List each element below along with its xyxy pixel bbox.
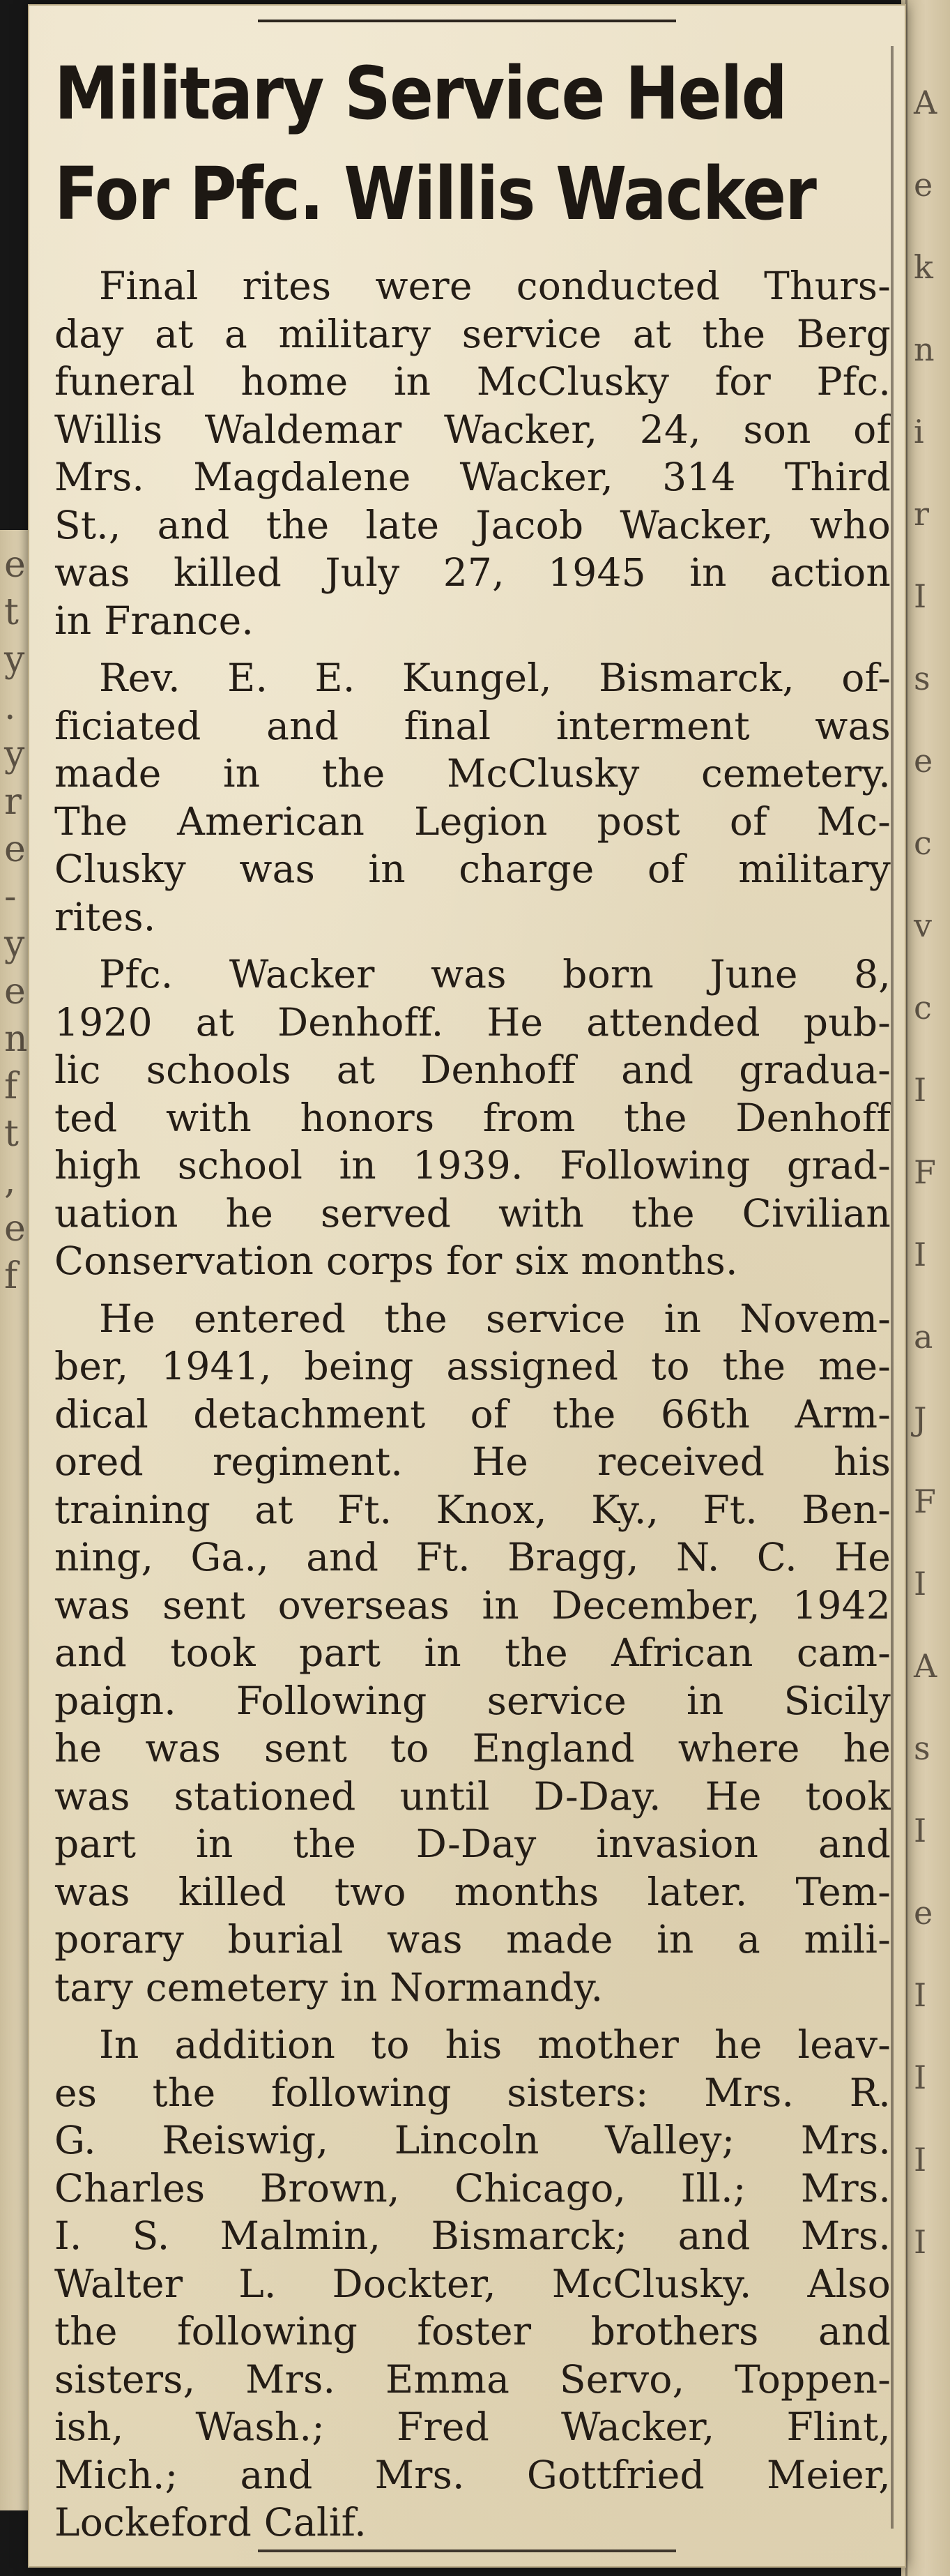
article-line: Clusky was in charge of military [54,847,891,891]
right-fragment-glyph: I [914,2223,927,2261]
headline [54,43,816,244]
article-line: was killed two months later. Tem- [54,1869,891,1914]
left-fragment-glyph: . [4,686,16,728]
right-fragment-glyph: A [914,1647,937,1685]
right-fragment-glyph: e [914,742,933,780]
article-line: Mich.; and Mrs. Gottfried Meier, [54,2452,891,2497]
right-fragment-glyph: F [914,1483,936,1520]
bottom-rule [258,2550,676,2552]
article-line: In addition to his mother he leav- [99,2022,891,2067]
right-fragment-glyph: I [914,1071,927,1109]
left-fragment-glyph: , [4,1160,16,1202]
article-line: porary burial was made in a mili- [54,1917,891,1962]
right-fragment-glyph: I [914,1812,927,1849]
article-line: 1920 at Denhoff. He attended pub- [54,999,891,1045]
left-fragment-glyph: y [4,734,25,775]
right-fragment-glyph: i [914,413,924,450]
right-fragment-glyph: a [914,1318,933,1356]
article-line: ored regiment. He received his [54,1439,891,1484]
adjacent-column-right-fragment [901,0,950,2576]
article-line: paign. Following service in Sicily [54,1678,891,1723]
article-line: and took part in the African cam- [54,1630,891,1675]
article-paragraph [54,1295,891,2012]
article-line: rites. [54,894,156,939]
article-line: was killed July 27, 1945 in action [54,550,891,595]
article-line: in France. [54,598,254,643]
left-fragment-glyph: f [4,1255,18,1297]
article-line: Final rites were conducted Thurs- [99,264,891,308]
right-fragment-glyph: e [914,1894,933,1932]
article-line: tary cemetery in Normandy. [54,1964,604,2010]
right-fragment-glyph: I [914,1976,927,2014]
article-line: was stationed until D-Day. He took [54,1773,891,1819]
article-line: the following foster brothers and [54,2309,891,2354]
right-fragment-glyph: F [914,1153,936,1191]
right-fragment-glyph: e [914,166,933,204]
left-fragment-glyph: e [4,544,26,586]
article-line: lic schools at Denhoff and gradua- [54,1047,891,1092]
article-line: I. S. Malmin, Bismarck; and Mrs. [54,2213,891,2258]
article-paragraph [54,654,891,941]
article-clipping [28,4,906,2568]
article-line: Conservation corps for six months. [54,1238,738,1283]
right-fragment-glyph: I [914,1236,927,1273]
left-fragment-glyph: f [4,1066,18,1107]
right-fragment-glyph: A [914,84,937,121]
right-fragment-glyph: n [914,331,935,368]
article-paragraph [54,950,891,1285]
article-paragraph [54,2021,891,2547]
article-line: ning, Ga., and Ft. Bragg, N. C. He [54,1535,891,1579]
right-fragment-glyph: c [914,824,932,862]
right-fragment-glyph: I [914,2059,927,2096]
article-line: ber, 1941, being assigned to the me- [54,1344,891,1388]
article-line: Willis Waldemar Wacker, 24, son of [54,407,891,452]
left-fragment-glyph: n [4,1018,28,1060]
right-fragment-glyph: s [914,1729,930,1767]
article-line: St., and the late Jacob Wacker, who [54,502,891,547]
article-line: training at Ft. Knox, Ky., Ft. Ben- [54,1487,891,1532]
right-fragment-glyph: I [914,1565,927,1603]
article-paragraph [54,262,891,644]
article-line: was sent overseas in December, 1942 [54,1582,891,1628]
right-column-rule [891,46,894,2529]
article-line: made in the McClusky cemetery. [54,751,891,796]
article-line: dical detachment of the 66th Arm- [54,1391,891,1437]
article-line: The American Legion post of Mc- [54,798,891,844]
article-line: Walter L. Dockter, McClusky. Also [54,2261,891,2306]
right-fragment-glyph: I [914,2141,927,2179]
left-fragment-glyph: e [4,971,26,1013]
article-line: Rev. E. E. Kungel, Bismarck, of- [99,656,891,700]
left-fragment-glyph: y [4,923,25,965]
right-fragment-glyph: v [914,907,932,944]
left-fragment-glyph: e [4,828,26,870]
article-line: funeral home in McClusky for Pfc. [54,359,891,404]
headline-line-1: Military Service Held [54,51,787,136]
left-fragment-glyph: r [4,781,22,823]
left-fragment-glyph: t [4,1113,19,1155]
right-fragment-glyph: J [914,1400,927,1438]
article-line: ficiated and final interment was [54,703,891,748]
headline-line-2: For Pfc. Willis Wacker [54,151,816,236]
article-line: Mrs. Magdalene Wacker, 314 Third [54,455,891,499]
right-fragment-glyph: k [914,248,933,286]
article-line: sisters, Mrs. Emma Servo, Toppen- [54,2356,891,2402]
right-fragment-glyph: I [914,577,927,615]
left-fragment-glyph: y [4,639,25,681]
article-line: Pfc. Wacker was born June 8, [99,952,891,997]
article-line: Lockeford Calif. [54,2500,367,2545]
right-fragment-glyph: c [914,989,932,1026]
article-line: he was sent to England where he [54,1726,891,1771]
article-line: Charles Brown, Chicago, Ill.; Mrs. [54,2165,891,2211]
right-fragment-glyph: s [914,660,930,697]
article-line: He entered the service in Novem- [99,1296,891,1341]
article-line: ish, Wash.; Fred Wacker, Flint, [54,2404,891,2449]
left-fragment-glyph: - [4,876,17,918]
article-body [54,262,891,2547]
right-fragment-glyph: r [914,495,929,533]
article-line: ted with honors from the Denhoff [54,1095,891,1140]
left-fragment-glyph: e [4,1208,26,1250]
article-line: es the following sisters: Mrs. R. [54,2070,891,2115]
article-line: high school in 1939. Following grad- [54,1143,891,1188]
top-rule [258,20,676,22]
article-line: part in the D-Day invasion and [54,1821,891,1866]
article-line: uation he served with the Civilian [54,1190,891,1236]
left-fragment-glyph: t [4,591,19,633]
article-line: G. Reiswig, Lincoln Valley; Mrs. [54,2118,891,2162]
article-line: day at a military service at the Berg [54,311,891,356]
